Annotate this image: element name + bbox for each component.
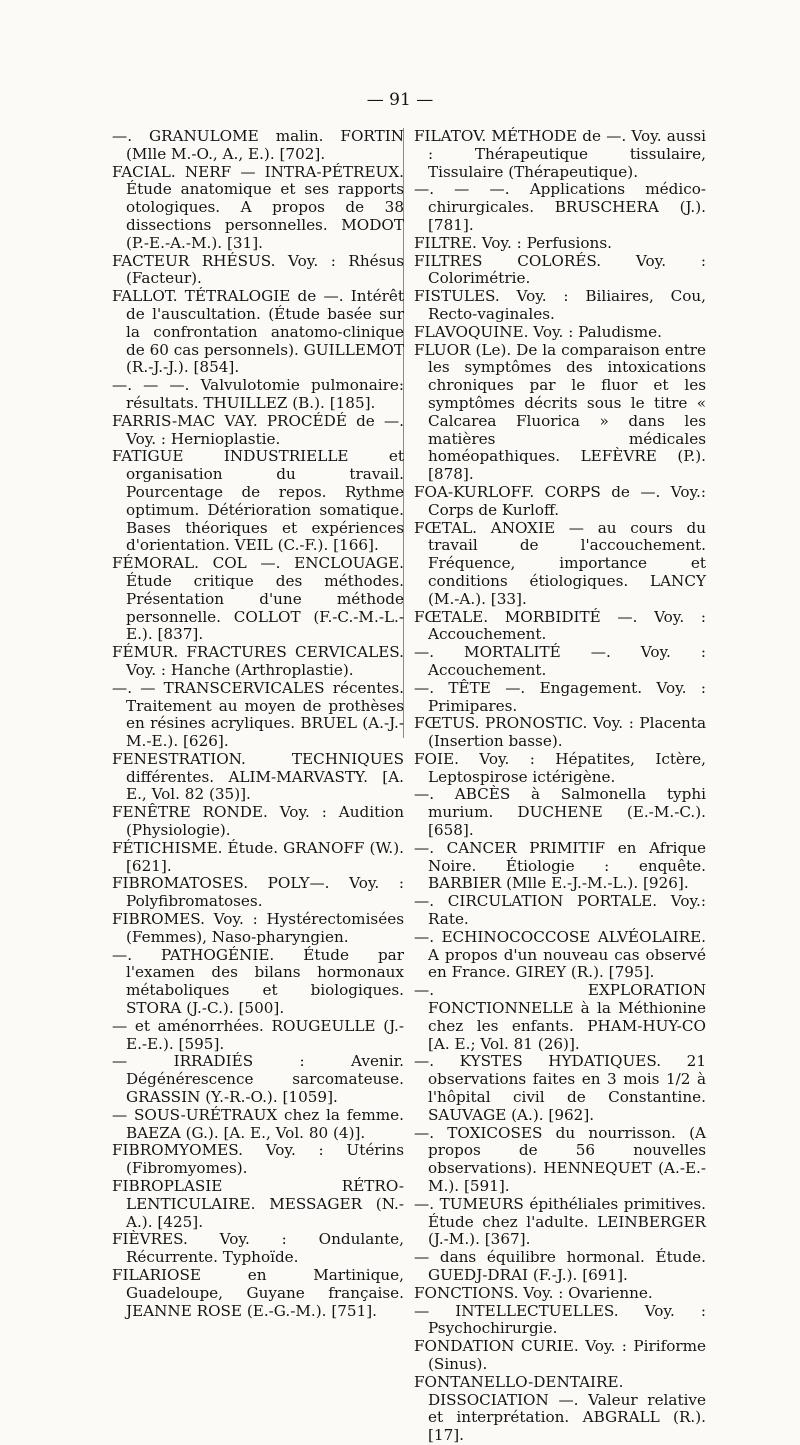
index-entry: FONTANELLO-DENTAIRE. DISSOCIATION —. Valeur relative et interprétation. ABGRALL (R.). [17]. xyxy=(414,1372,706,1445)
index-entry: — INTELLECTUELLES. Voy. : Psychochirurgie. xyxy=(414,1301,706,1338)
index-entry: — SOUS-URÉTRAUX chez la femme. BAEZA (G.). [A. E., Vol. 80 (4)]. xyxy=(112,1105,404,1142)
index-entry: FÉMORAL. COL —. ENCLOUAGE. Étude critique des méthodes. Présentation d'une méthode personnelle. COLLOT (F.-C.-M.-L.-E.). [837]. xyxy=(112,554,404,644)
index-entry: FALLOT. TÉTRALOGIE de —. Intérêt de l'auscultation. (Étude basée sur la confrontation anatomo-clinique de 60 cas personnels). GUILLEMOT (R.-J.-J.). [854]. xyxy=(112,287,404,377)
index-entry: —. TOXICOSES du nourrisson. (A propos de 56 nouvelles observations). HENNEQUET (A.-E.-M.). [591]. xyxy=(414,1123,706,1196)
index-entry: —. — —. Applications médico-chirurgicales. BRUSCHERA (J.). [781]. xyxy=(414,180,706,234)
index-entry: FILTRES COLORÉS. Voy. : Colorimétrie. xyxy=(414,251,706,288)
index-entry: FACTEUR RHÉSUS. Voy. : Rhésus (Facteur). xyxy=(112,251,404,288)
index-entry: —. TUMEURS épithéliales primitives. Étude chez l'adulte. LEINBERGER (J.-M.). [367]. xyxy=(414,1194,706,1249)
index-entry: FŒTUS. PRONOSTIC. Voy. : Placenta (Insertion basse). xyxy=(414,714,706,751)
index-entry: FATIGUE INDUSTRIELLE et organisation du travail. Pourcentage de repos. Rythme optimum. Détérioration somatique. Bases théoriques et expériences d'orientation. VEIL (C.-F.). [166]. xyxy=(112,447,404,555)
index-entry: —. CIRCULATION PORTALE. Voy.: Rate. xyxy=(414,892,706,929)
index-entry: FILATOV. MÉTHODE de —. Voy. aussi : Thérapeutique tissulaire, Tissulaire (Thérapeutique). xyxy=(414,127,706,181)
index-entry: FÉTICHISME. Étude. GRANOFF (W.). [621]. xyxy=(112,838,404,875)
index-entry: — IRRADIÉS : Avenir. Dégénérescence sarcomateuse. GRASSIN (Y.-R.-O.). [1059]. xyxy=(112,1052,404,1107)
index-entry: —. PATHOGÉNIE. Étude par l'examen des bilans hormonaux métaboliques et biologiques. STORA (J.-C.). [500]. xyxy=(112,945,404,1018)
index-entry: —. GRANULOME malin. FORTIN (Mlle M.-O., A., E.). [702]. xyxy=(112,127,404,163)
index-entry: FILTRE. Voy. : Perfusions. xyxy=(414,233,612,252)
index-entry: FILARIOSE en Martinique, Guadeloupe, Guyane française. JEANNE ROSE (E.-G.-M.). [751]. xyxy=(112,1266,404,1320)
index-entry: —. ABCÈS à Salmonella typhi murium. DUCHENE (E.-M.-C.). [658]. xyxy=(414,785,706,840)
index-entry: FŒTAL. ANOXIE — au cours du travail de l'accouchement. Fréquence, importance et conditions étiologiques. LANCY (M.-A.). [33]. xyxy=(414,518,706,608)
index-entry: — dans équilibre hormonal. Étude. GUEDJ-DRAI (F.-J.). [691]. xyxy=(414,1248,706,1284)
index-entry: — et aménorrhées. ROUGEULLE (J.-E.-E.). [595]. xyxy=(112,1016,404,1053)
index-entry: FIBROMES. Voy. : Hystérectomisées (Femmes), Naso-pharyngien. xyxy=(112,910,404,946)
page-number: — 91 — xyxy=(366,90,434,110)
index-entry: FENESTRATION. TECHNIQUES différentes. ALIM-MARVASTY. [A. E., Vol. 82 (35)]. xyxy=(112,749,404,804)
index-entry: FLAVOQUINE. Voy. : Paludisme. xyxy=(414,322,662,341)
index-entry: FISTULES. Voy. : Biliaires, Cou, Recto-vaginales. xyxy=(414,287,706,323)
index-entry: FIÈVRES. Voy. : Ondulante, Récurrente. Typhoïde. xyxy=(112,1230,404,1267)
index-entry: FONDATION CURIE. Voy. : Piriforme (Sinus). xyxy=(414,1337,706,1373)
index-entry: FIBROMATOSES. POLY—. Voy. : Polyfibromatoses. xyxy=(112,874,404,911)
index-entry: FŒTALE. MORBIDITÉ —. Voy. : Accouchement. xyxy=(414,607,706,644)
index-entry: FARRIS-MAC VAY. PROCÉDÉ de —. Voy. : Hernioplastie. xyxy=(112,411,404,448)
index-entry: FOIE. Voy. : Hépatites, Ictère, Leptospirose ictérigène. xyxy=(414,749,706,786)
index-entry: —. — —. Valvulotomie pulmonaire: résultats. THUILLEZ (B.). [185]. xyxy=(112,376,404,412)
index-entry: FIBROMYOMES. Voy. : Utérins (Fibromyomes). xyxy=(112,1141,404,1178)
index-entry: FACIAL. NERF — INTRA-PÉTREUX. Étude anatomique et ses rapports otologiques. A propos de 38 dissections personnelles. MODOT (P.-E.-A.-M.). [31]. xyxy=(112,162,404,252)
index-entry: —. KYSTES HYDATIQUES. 21 observations faites en 3 mois 1/2 à l'hôpital civil de Constantine. SAUVAGE (A.). [962]. xyxy=(414,1052,706,1124)
index-entry: —. MORTALITÉ —. Voy. : Accouchement. xyxy=(414,643,706,679)
index-entry: FONCTIONS. Voy. : Ovarienne. xyxy=(414,1283,653,1302)
right-column xyxy=(414,128,706,1445)
left-column xyxy=(112,128,404,1320)
index-entry: FIBROPLASIE RÉTRO-LENTICULAIRE. MESSAGER (N.-A.). [425]. xyxy=(112,1177,404,1231)
index-entry: —. TÊTE —. Engagement. Voy. : Primipares. xyxy=(414,678,706,715)
index-entry: FÉMUR. FRACTURES CERVICALES. Voy. : Hanche (Arthroplastie). xyxy=(112,643,404,679)
index-entry: —. ECHINOCOCCOSE ALVÉOLAIRE. A propos d'un nouveau cas observé en France. GIREY (R.). [795]. xyxy=(414,927,706,982)
index-entry: FENÊTRE RONDE. Voy. : Audition (Physiologie). xyxy=(112,803,404,840)
index-entry: —. EXPLORATION FONCTIONNELLE à la Méthionine chez les enfants. PHAM-HUY-CO [A. E.; Vol. 81 (26)]. xyxy=(414,981,706,1053)
index-entry: FOA-KURLOFF. CORPS de —. Voy.: Corps de Kurloff. xyxy=(414,482,706,519)
index-entry: —. — TRANSCERVICALES récentes. Traitement au moyen de prothèses en résines acryliques. BRUEL (A.-J.-M.-E.). [626]. xyxy=(112,678,404,751)
index-entry: —. CANCER PRIMITIF en Afrique Noire. Étiologie : enquête. BARBIER (Mlle E.-J.-M.-L.). [926]. xyxy=(414,838,706,893)
index-entry: FLUOR (Le). De la comparaison entre les symptômes des intoxications chroniques par le fluor et les symptômes décrits sous le titre « Calcarea Fluorica » dans les matières médicales homéopathiques. LEFÈVRE (P.). [878]. xyxy=(414,340,706,484)
